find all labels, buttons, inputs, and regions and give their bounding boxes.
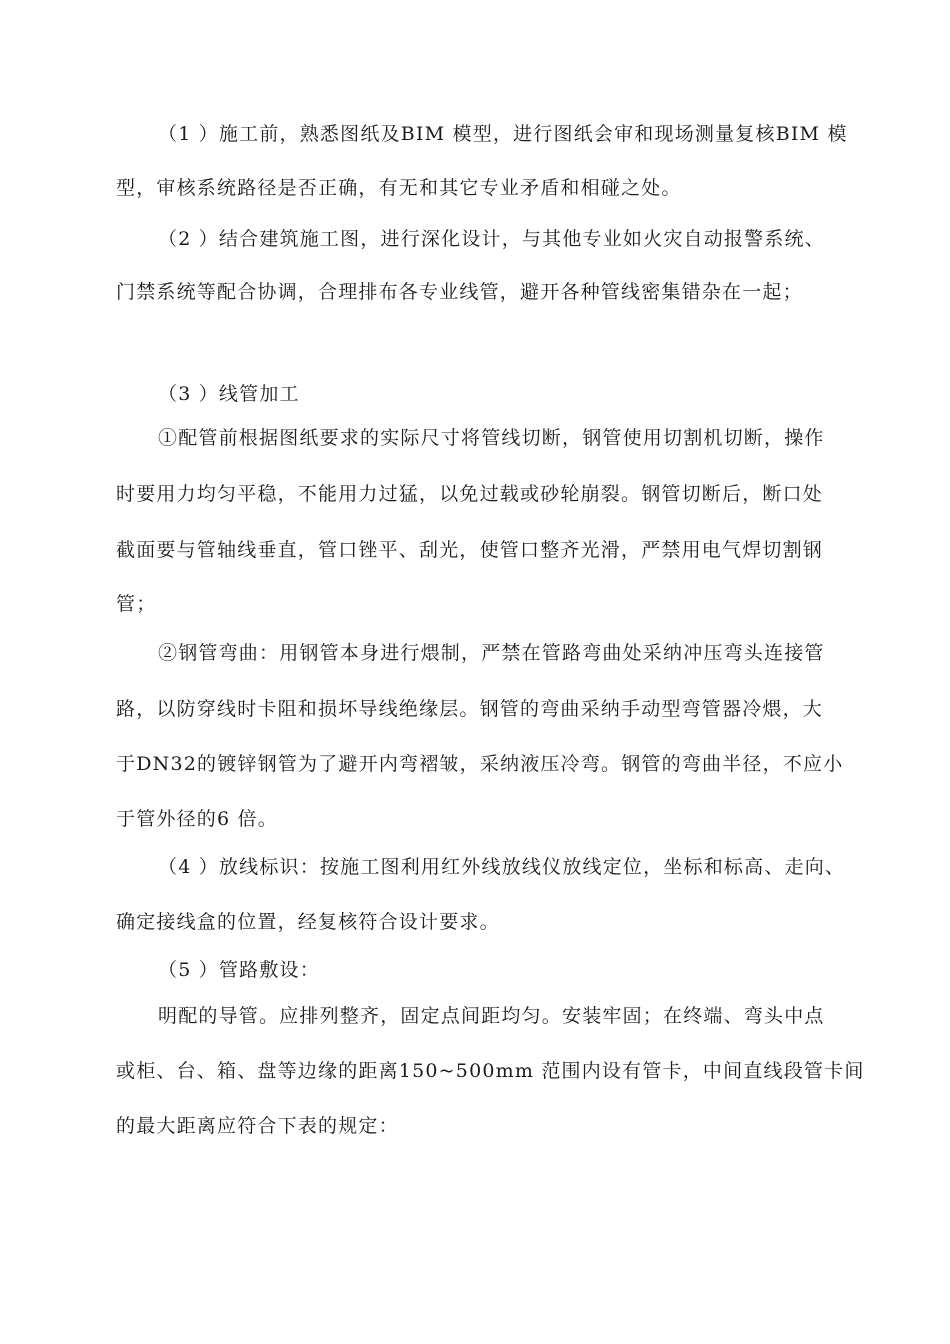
paragraph-1-line-2: 型，审核系统路径是否正确，有无和其它专业矛盾和相碰之处。	[116, 177, 682, 199]
paragraph-5-line-4: 于管外径的6 倍。	[116, 808, 278, 830]
paragraph-3-heading: （3 ）线管加工	[158, 383, 300, 405]
paragraph-5-line-3: 于DN32的镀锌钢管为了避开内弯褶皱，采纳液压冷弯。钢管的弯曲半径，不应小	[116, 753, 844, 775]
paragraph-1-line-1: （1 ）施工前，熟悉图纸及BIM 模型，进行图纸会审和现场测量复核BIM 模	[158, 123, 848, 145]
paragraph-4-line-3: 截面要与管轴线垂直，管口锉平、刮光，使管口整齐光滑，严禁用电气焊切割钢	[116, 539, 824, 561]
paragraph-7-heading: （5 ）管路敷设：	[158, 959, 320, 981]
paragraph-4-line-1: ①配管前根据图纸要求的实际尺寸将管线切断，钢管使用切割机切断，操作	[158, 427, 825, 449]
paragraph-4-line-2: 时要用力均匀平稳，不能用力过猛，以免过载或砂轮崩裂。钢管切断后，断口处	[116, 483, 824, 505]
paragraph-8-line-1: 明配的导管。应排列整齐，固定点间距均匀。安装牢固；在终端、弯头中点	[158, 1005, 825, 1027]
paragraph-4-line-4: 管；	[116, 593, 157, 615]
paragraph-2-line-2: 门禁系统等配合协调，合理排布各专业线管，避开各种管线密集错杂在一起；	[116, 281, 803, 303]
paragraph-5-line-2: 路，以防穿线时卡阻和损坏导线绝缘层。钢管的弯曲采纳手动型弯管器冷煨，大	[116, 698, 824, 720]
paragraph-5-line-1: ②钢管弯曲：用钢管本身进行煨制，严禁在管路弯曲处采纳冲压弯头连接管	[158, 642, 825, 664]
paragraph-2-line-1: （2 ）结合建筑施工图，进行深化设计，与其他专业如火灾自动报警系统、	[158, 228, 825, 250]
paragraph-8-line-2: 或柜、台、箱、盘等边缘的距离150~500mm 范围内设有管卡，中间直线段管卡间	[116, 1060, 865, 1082]
paragraph-6-line-1: （4 ）放线标识：按施工图利用红外线放线仪放线定位，坐标和标高、走向、	[158, 856, 846, 878]
paragraph-8-line-3: 的最大距离应符合下表的规定：	[116, 1115, 399, 1137]
paragraph-6-line-2: 确定接线盒的位置，经复核符合设计要求。	[116, 911, 500, 933]
